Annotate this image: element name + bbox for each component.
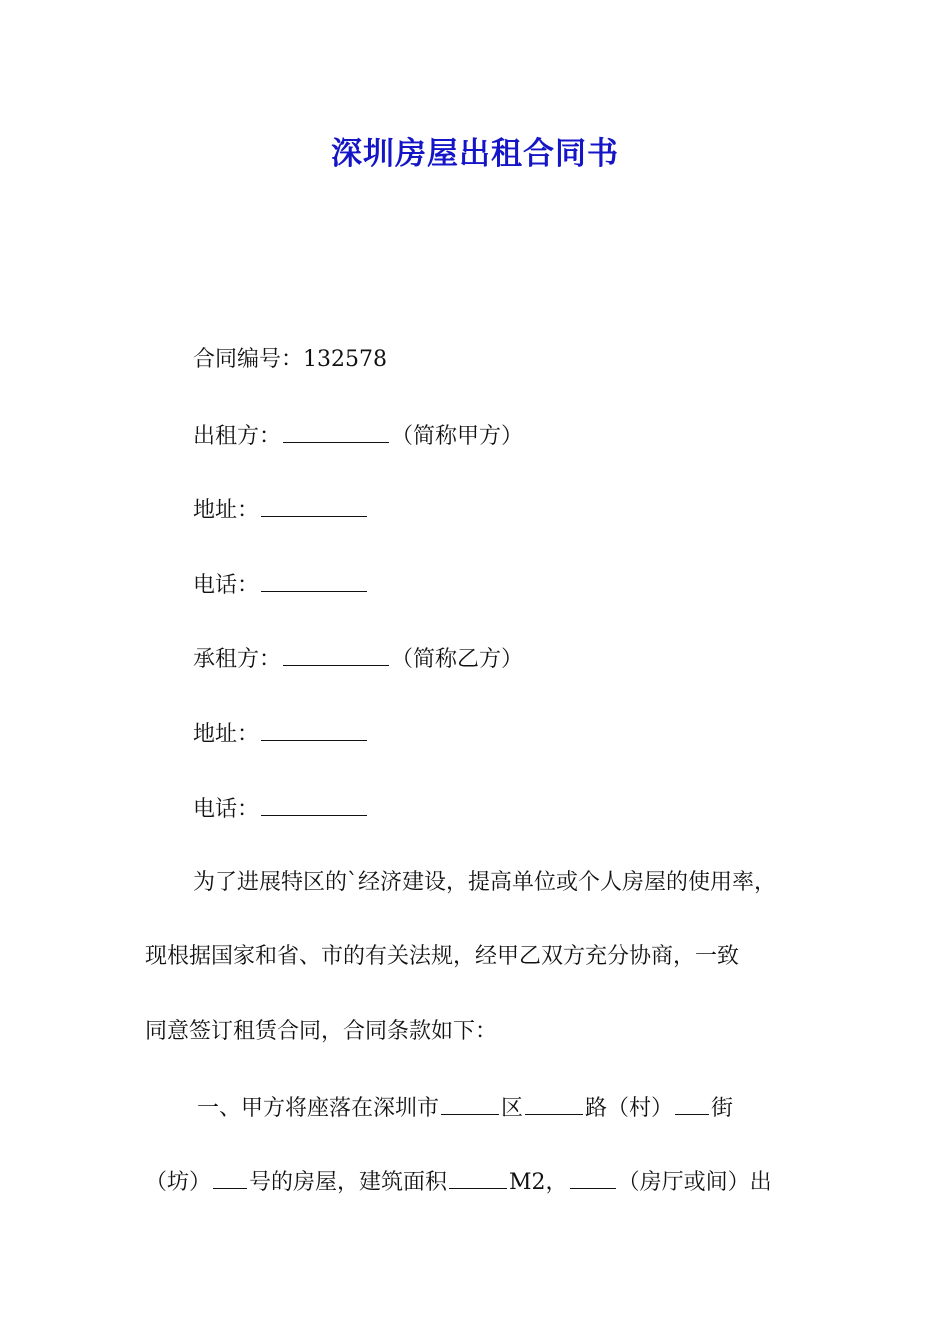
lessor-phone-label: 电话： — [193, 573, 260, 598]
clause-1-text-a: 一、甲方将座落在深圳市 — [197, 1096, 440, 1121]
preamble-line-3: 同意签订租赁合同，合同条款如下： — [145, 1019, 498, 1044]
lessor-suffix: （简称甲方） — [391, 424, 524, 449]
number-blank — [213, 1166, 247, 1189]
lessee-phone-label: 电话： — [193, 797, 260, 822]
lessor-address-blank — [261, 494, 367, 517]
preamble-line-1: 为了进展特区的`经济建设，提高单位或个人房屋的使用率， — [193, 870, 777, 895]
clause-1-text-g: M2， — [509, 1170, 568, 1195]
district-blank — [441, 1092, 499, 1115]
contract-number-value: 132578 — [303, 347, 387, 372]
clause-1-text-d: 街 — [711, 1096, 734, 1121]
clause-1-text-e: （坊） — [145, 1170, 212, 1195]
area-blank — [449, 1166, 507, 1189]
lessee-address-label: 地址： — [193, 722, 260, 747]
lessee-label: 承租方： — [193, 647, 282, 672]
clause-1-line-2 — [145, 1166, 772, 1198]
lessee-address-blank — [261, 718, 367, 741]
clause-1-text-b: 区 — [501, 1096, 524, 1121]
preamble-line-2: 现根据国家和省、市的有关法规，经甲乙双方充分协商，一致 — [145, 944, 740, 969]
lessor-address-line — [193, 494, 369, 526]
lessee-blank — [283, 643, 389, 666]
lessor-address-label: 地址： — [193, 498, 260, 523]
rooms-blank — [570, 1166, 616, 1189]
lessee-phone-blank — [261, 793, 367, 816]
contract-number-label: 合同编号： — [193, 347, 304, 372]
clause-1-text-c: 路（村） — [585, 1096, 674, 1121]
clause-1-line-1 — [197, 1092, 733, 1124]
road-blank — [525, 1092, 583, 1115]
street-blank — [675, 1092, 709, 1115]
lessor-phone-line — [193, 569, 369, 601]
document-title: 深圳房屋出租合同书 — [331, 136, 619, 172]
lessor-line — [193, 420, 523, 452]
lessee-phone-line — [193, 793, 369, 825]
contract-number-line — [193, 345, 387, 375]
lessee-address-line — [193, 718, 369, 750]
lessee-line — [193, 643, 523, 675]
clause-1-text-f: 号的房屋，建筑面积 — [249, 1170, 448, 1195]
lessor-label: 出租方： — [193, 424, 282, 449]
clause-1-text-h: （房厅或间）出 — [617, 1170, 772, 1195]
lessor-phone-blank — [261, 569, 367, 592]
lessee-suffix: （简称乙方） — [391, 647, 524, 672]
lessor-blank — [283, 420, 389, 443]
